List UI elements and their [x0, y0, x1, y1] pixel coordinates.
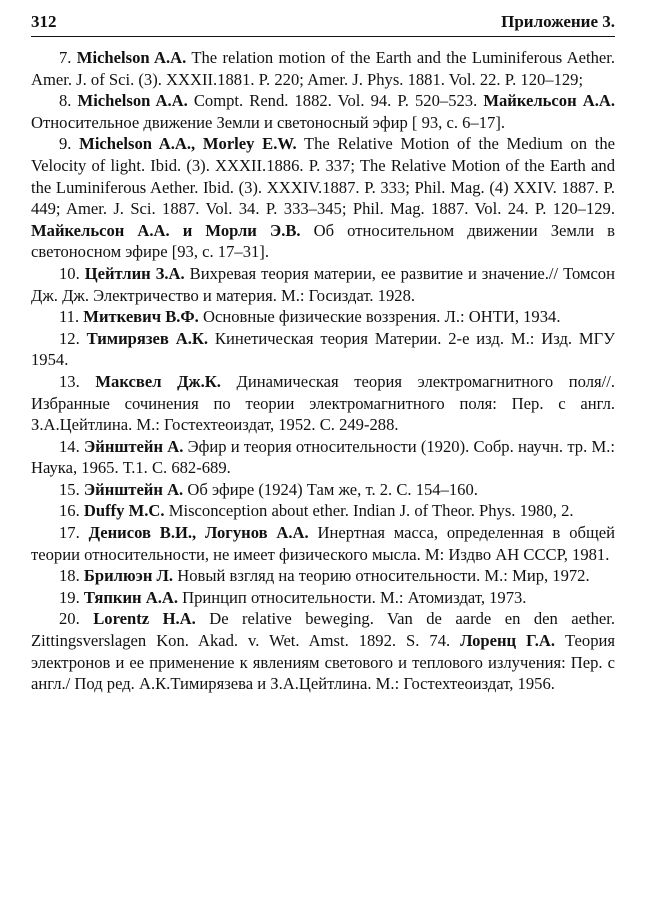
reference-number: 20.	[59, 609, 80, 629]
reference-author: Michelson A.A.	[77, 91, 188, 111]
reference-number: 15.	[59, 479, 80, 499]
reference-text: Кинетическая теория Материи. 2-е изд. М.: Изд. МГУ 1954.	[31, 328, 615, 370]
reference-author: Michelson A.A.	[76, 48, 187, 67]
reference-author: Lorentz H.A.	[93, 609, 196, 629]
reference-number: 11.	[59, 307, 80, 327]
reference-text: Новый взгляд на теорию относительности. М.: Мир, 1972.	[173, 566, 590, 586]
reference-item	[31, 263, 615, 306]
reference-item	[31, 371, 615, 436]
section-title: Приложение 3.	[501, 12, 615, 31]
reference-author: Michelson A.A., Morley E.W.	[79, 134, 297, 154]
reference-text: The Relative Motion of the Medium on the Velocity of light. Ibid. (3). XXXII.1886. P. 337; The Relative Motion of the Earth and the Luminiferous Aether. Ibid. (3). XXXIV.1887. P. 333; Phil. Mag. (4) XXIV. 1887. P. 449; Amer. J. Sci. 1887. Vol. 34. P. 333–345; Phil. Mag. 1887. Vol. 24. P. 120–129.	[31, 134, 615, 219]
reference-author: Майкельсон А.А.	[483, 91, 615, 111]
reference-author: Эйнштейн А.	[84, 436, 184, 456]
reference-text: Compt. Rend. 1882. Vol. 94. P. 520–523.	[187, 91, 484, 111]
reference-number: 19.	[59, 587, 80, 607]
reference-text: Теория электронов и ее применение к явлениям светового и теплового излучения: Пер. с англ./ Под ред. А.К.Тимирязева и З.А.Цейтлина. М.: Гостехтеоиздат, 1956.	[31, 631, 616, 694]
reference-item	[31, 608, 615, 694]
reference-text: The relation motion of the Earth and the Luminiferous Aether. Amer. J. of Sci. (3). XXXII.1881. P. 220; Amer. J. Phys. 1881. Vol. 22. P. 120–129;	[31, 48, 615, 89]
reference-author: Лоренц Г.А.	[460, 631, 556, 651]
reference-author: Эйнштейн А.	[83, 479, 184, 499]
reference-item	[31, 436, 615, 479]
reference-item	[31, 522, 615, 565]
reference-number: 12.	[59, 328, 80, 348]
reference-author: Денисов В.И., Логунов А.А.	[88, 523, 309, 543]
reference-author: Duffy M.C.	[83, 501, 165, 521]
reference-number: 10.	[59, 263, 80, 283]
reference-list	[31, 47, 615, 695]
reference-item	[31, 587, 615, 609]
book-page	[31, 10, 615, 695]
reference-number: 18.	[59, 566, 80, 586]
reference-item	[31, 306, 615, 328]
reference-text: Основные физические воззрения. Л.: ОНТИ, 1934.	[198, 307, 561, 327]
reference-text: Относительное движение Земли и светоносный эфир [ 93, с. 6–17].	[31, 112, 505, 132]
reference-number: 7.	[59, 48, 72, 67]
reference-number: 9.	[59, 134, 72, 154]
reference-author: Майкельсон А.А. и Морли Э.В.	[31, 220, 301, 240]
reference-text: Вихревая теория материи, ее развитие и значение.// Томсон Дж. Дж. Электричество и материя. М.: Госиздат. 1928.	[31, 263, 615, 305]
reference-number: 8.	[59, 91, 72, 111]
reference-item	[31, 90, 615, 133]
reference-text: Инертная масса, определенная в общей теории относительности, не имеет физического мысла. М: Издво АН СССР, 1981.	[31, 523, 615, 564]
reference-item	[31, 565, 615, 587]
reference-number: 16.	[59, 501, 80, 521]
reference-author: Брилюэн Л.	[83, 566, 174, 586]
reference-author: Миткевич В.Ф.	[83, 307, 199, 327]
reference-text: Misconception about ether. Indian J. of Theor. Phys. 1980, 2.	[164, 501, 574, 521]
reference-text: De relative beweging. Van de aarde en den aether. Zittingsverslagen Kon. Akad. v. Wet. Amst. 1892. S. 74.	[31, 609, 615, 651]
page-header	[31, 10, 615, 37]
reference-number: 13.	[59, 371, 80, 391]
reference-item	[31, 133, 615, 263]
reference-author: Цейтлин З.А.	[84, 263, 185, 283]
reference-text: Об относительном движении Земли в светоносном эфире [93, с. 17–31].	[31, 220, 615, 262]
reference-item	[31, 479, 615, 501]
reference-author: Тяпкин А.А.	[83, 587, 178, 607]
reference-text: Принцип относительности. М.: Атомиздат, 1973.	[177, 587, 527, 607]
reference-author: Тимирязев А.К.	[86, 328, 209, 348]
page-number: 312	[31, 12, 57, 31]
reference-number: 17.	[59, 523, 80, 543]
reference-number: 14.	[59, 436, 80, 456]
reference-author: Максвел Дж.К.	[95, 371, 221, 391]
reference-item	[31, 500, 615, 522]
reference-text: Динамическая теория электромагнитного поля//. Избранные сочинения по теории электромагнитного поля: Пер. с англ. З.А.Цейтлина. М.: Гостехтеоиздат, 1952. С. 249-288.	[31, 371, 615, 435]
reference-item	[31, 328, 615, 371]
reference-item	[31, 47, 615, 90]
reference-text: Эфир и теория относительности (1920). Собр. научн. тр. М.: Наука, 1965. Т.1. С. 682-689.	[31, 436, 615, 478]
reference-text: Об эфире (1924) Там же, т. 2. С. 154–160.	[183, 479, 478, 499]
